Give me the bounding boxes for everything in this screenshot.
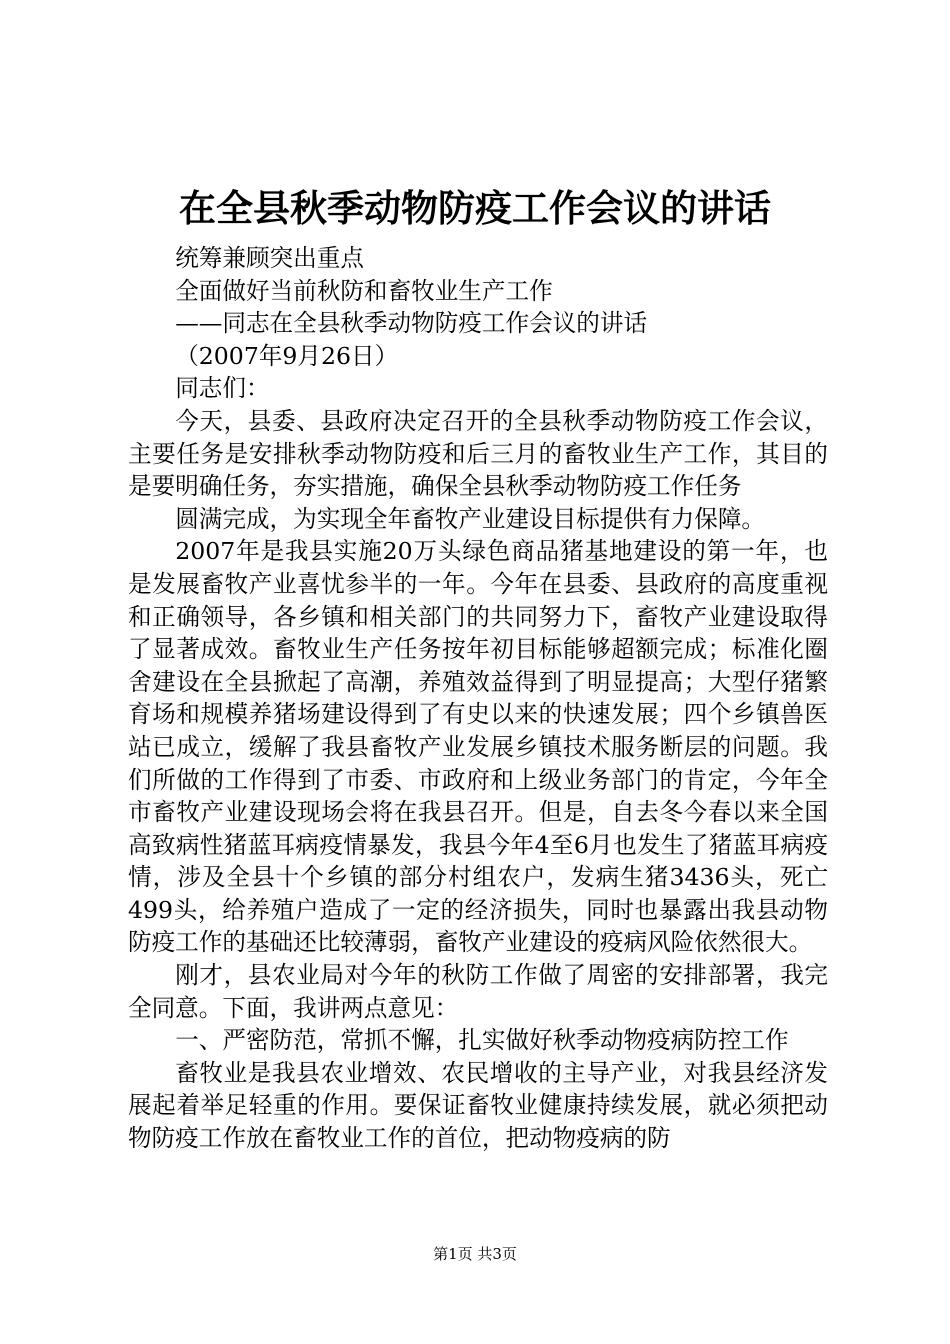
- page-footer: 第1页 共3页: [433, 1245, 517, 1263]
- paragraph: 圆满完成，为实现全年畜牧产业建设目标提供有力保障。: [175, 504, 766, 533]
- paragraph: 2007年是我县实施20万头绿色商品猪基地建设的第一年，也是发展畜牧产业喜忧参半的一年。今年在县委、县政府的高度重视和正确领导，各乡镇和相关部门的共同努力下，畜牧产业建设取得了显著成效。畜牧业生产任务按年初目标能够超额完成；标准化圈舍建设在全县掀起了高潮，养殖效益得到了明显提高；大型仔猪繁育场和规模养猪场建设得到了有史以来的快速发展；四个乡镇兽医站已成立，缓解了我县畜牧产业发展乡镇技术服务断层的问题。我们所做的工作得到了市委、市政府和上级业务部门的肯定，今年全市畜牧产业建设现场会将在我县召开。但是，自去冬今春以来全国高致病性猪蓝耳病疫情暴发，我县今年4至6月也发生了猪蓝耳病疫情，涉及全县十个乡镇的部分村组农户，发病生猪3436头，死亡499头，给养殖户造成了一定的经济损失，同时也暴露出我县动物防疫工作的基础还比较薄弱，畜牧产业建设的疫病风险依然很大。: [128, 537, 828, 957]
- document-body: [128, 242, 828, 1155]
- document-title: 在全县秋季动物防疫工作会议的讲话: [179, 187, 771, 230]
- speech-date: （2007年9月26日）: [175, 341, 399, 370]
- salutation: 同志们：: [175, 374, 270, 403]
- section-heading: 一、严密防范，常抓不懈，扎实做好秋季动物疫病防控工作: [175, 1026, 789, 1055]
- subtitle-line-2: 全面做好当前秋防和畜牧业生产工作: [175, 276, 553, 305]
- paragraph: 今天，县委、县政府决定召开的全县秋季动物防疫工作会议，主要任务是安排秋季动物防疫和后三月的畜牧业生产工作，其目的是要明确任务，夯实措施，确保全县秋季动物防疫工作任务: [128, 406, 828, 501]
- subtitle-line-1: 统筹兼顾突出重点: [175, 244, 364, 272]
- subtitle-line-3: ——同志在全县秋季动物防疫工作会议的讲话: [175, 309, 648, 338]
- paragraph: 畜牧业是我县农业增效、农民增收的主导产业，对我县经济发展起着举足轻重的作用。要保证畜牧业健康持续发展，就必须把动物防疫工作放在畜牧业工作的首位，把动物疫病的防: [128, 1058, 828, 1153]
- paragraph: 刚才，县农业局对今年的秋防工作做了周密的安排部署，我完全同意。下面，我讲两点意见：: [128, 961, 828, 1022]
